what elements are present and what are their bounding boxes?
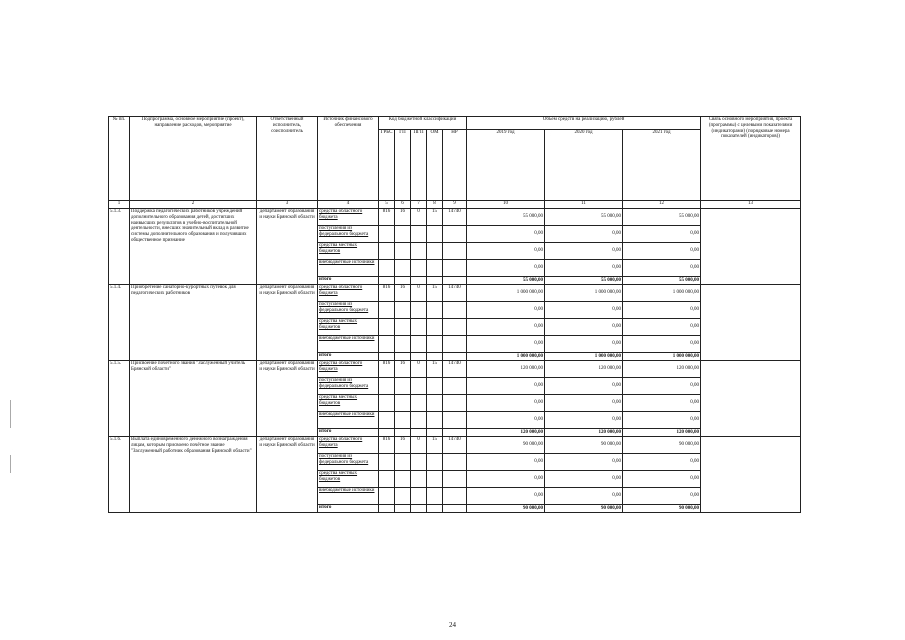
budget-code-cell: 816 <box>379 285 395 302</box>
funding-source: поступления из федерального бюджета <box>318 226 379 243</box>
budget-code-cell <box>427 454 443 471</box>
amount-cell: 55 000,00 <box>623 209 701 226</box>
budget-code-cell: 0 <box>411 209 427 226</box>
budget-code-cell <box>379 243 395 260</box>
total-label: итого <box>318 429 379 437</box>
funding-source: внебюджетные источники <box>318 260 379 277</box>
measure-name: Приобретение санаторно-курортных путевок для педагогических работников <box>130 285 257 361</box>
row-number: 5.1.3. <box>109 209 130 285</box>
budget-code-cell: 0 <box>411 361 427 378</box>
col-number: 11 <box>545 201 623 209</box>
budget-code-cell <box>411 505 427 513</box>
table-body <box>109 201 801 513</box>
col-number: 13 <box>701 201 801 209</box>
budget-code-cell <box>395 378 411 395</box>
header-budget-code: Код бюджетной классификации <box>379 117 467 130</box>
budget-code-cell <box>427 412 443 429</box>
total-amount: 120 000,00 <box>545 429 623 437</box>
amount-cell: 0,00 <box>623 226 701 243</box>
budget-code-cell <box>443 260 467 277</box>
amount-cell: 0,00 <box>467 378 545 395</box>
measure-name: Присвоение почётного звания "Заслуженный учитель Брянской области" <box>130 361 257 437</box>
budget-code-cell <box>379 319 395 336</box>
header-code-nr: НР <box>443 130 467 201</box>
total-amount: 1 000 000,00 <box>623 353 701 361</box>
amount-cell: 0,00 <box>545 378 623 395</box>
budget-code-cell: 14740 <box>443 361 467 378</box>
budget-code-cell <box>379 471 395 488</box>
budget-code-cell <box>427 488 443 505</box>
total-amount: 120 000,00 <box>467 429 545 437</box>
budget-code-cell <box>379 336 395 353</box>
amount-cell: 0,00 <box>623 243 701 260</box>
indicator-link-cell <box>701 361 801 437</box>
total-label: итого <box>318 353 379 361</box>
funding-source: средства областного бюджета <box>318 285 379 302</box>
budget-code-cell <box>411 336 427 353</box>
budget-code-cell <box>395 471 411 488</box>
budget-code-cell: 14740 <box>443 209 467 226</box>
amount-cell: 0,00 <box>623 471 701 488</box>
col-number: 7 <box>411 201 427 209</box>
amount-cell: 0,00 <box>623 336 701 353</box>
table-header <box>109 117 801 201</box>
total-amount: 120 000,00 <box>623 429 701 437</box>
budget-code-cell <box>379 395 395 412</box>
header-subprogram: Подпрограмма, основное мероприятие (проект), направление расходов, мероприятие <box>130 117 257 201</box>
amount-cell: 0,00 <box>545 395 623 412</box>
header-year-2021: 2021 год <box>623 130 701 201</box>
budget-code-cell <box>395 226 411 243</box>
budget-code-cell <box>427 336 443 353</box>
amount-cell: 0,00 <box>623 454 701 471</box>
budget-code-cell <box>379 429 395 437</box>
responsible-executor: департамент образования и науки Брянской области <box>257 285 318 361</box>
funding-source: внебюджетные источники <box>318 488 379 505</box>
amount-cell: 0,00 <box>545 336 623 353</box>
responsible-executor: департамент образования и науки Брянской области <box>257 437 318 513</box>
total-amount: 90 000,00 <box>623 505 701 513</box>
budget-code-cell <box>395 353 411 361</box>
funding-source: поступления из федерального бюджета <box>318 302 379 319</box>
amount-cell: 90 000,00 <box>545 437 623 454</box>
budget-code-cell: 816 <box>379 437 395 454</box>
header-executor: Ответственный исполнитель, соисполнитель <box>257 117 318 201</box>
total-amount: 90 000,00 <box>545 505 623 513</box>
header-link: Связь основного мероприятия, проекта (программы) с целевыми показателями (индикаторами) (порядковые номера показателей (индикаторов)) <box>701 117 801 201</box>
responsible-executor: департамент образования и науки Брянской области <box>257 361 318 437</box>
amount-cell: 0,00 <box>467 395 545 412</box>
table-row <box>109 361 801 378</box>
budget-code-cell <box>411 260 427 277</box>
amount-cell: 0,00 <box>467 243 545 260</box>
budget-code-cell <box>379 277 395 285</box>
budget-code-cell <box>427 353 443 361</box>
amount-cell: 0,00 <box>545 319 623 336</box>
budget-code-cell <box>379 353 395 361</box>
total-amount: 55 000,00 <box>545 277 623 285</box>
budget-code-cell <box>443 336 467 353</box>
total-label: итого <box>318 277 379 285</box>
budget-code-cell <box>411 488 427 505</box>
budget-code-cell: 16 <box>395 437 411 454</box>
budget-code-cell <box>395 243 411 260</box>
budget-code-cell <box>395 336 411 353</box>
budget-code-cell <box>427 260 443 277</box>
col-number: 5 <box>379 201 395 209</box>
amount-cell: 0,00 <box>545 260 623 277</box>
amount-cell: 0,00 <box>467 454 545 471</box>
amount-cell: 1 000 000,00 <box>623 285 701 302</box>
responsible-executor: департамент образования и науки Брянской области <box>257 209 318 285</box>
budget-code-cell: 16 <box>395 285 411 302</box>
total-amount: 1 000 000,00 <box>545 353 623 361</box>
row-number: 5.1.5. <box>109 361 130 437</box>
row-number: 5.1.6. <box>109 437 130 513</box>
funding-source: средства областного бюджета <box>318 437 379 454</box>
amount-cell: 0,00 <box>467 260 545 277</box>
budget-code-cell <box>411 319 427 336</box>
indicator-link-cell <box>701 437 801 513</box>
amount-cell: 0,00 <box>467 319 545 336</box>
budget-code-cell <box>379 488 395 505</box>
header-volume: Объем средств на реализацию, рублей <box>467 117 701 130</box>
budget-code-cell <box>411 302 427 319</box>
col-number: 9 <box>443 201 467 209</box>
funding-source: средства местных бюджетов <box>318 243 379 260</box>
amount-cell: 120 000,00 <box>545 361 623 378</box>
measure-name: Поддержка педагогических работников учреждений дополнительного образования детей, достигших наивысших результатов в учебно-воспитательной деятельности, внесших значительный вклад в развитие системы дополнительного образования и получивших общественное признание <box>130 209 257 285</box>
margin-mark <box>10 455 11 473</box>
header-code-grbs: ГРБС <box>379 130 395 201</box>
amount-cell: 0,00 <box>467 471 545 488</box>
budget-code-cell <box>379 454 395 471</box>
header-year-2020: 2020 год <box>545 130 623 201</box>
amount-cell: 0,00 <box>545 302 623 319</box>
amount-cell: 0,00 <box>623 488 701 505</box>
amount-cell: 0,00 <box>623 412 701 429</box>
budget-code-cell <box>443 226 467 243</box>
header-code-om: ОМ <box>427 130 443 201</box>
budget-code-cell <box>379 505 395 513</box>
budget-code-cell <box>379 378 395 395</box>
budget-code-cell <box>443 488 467 505</box>
amount-cell: 0,00 <box>545 243 623 260</box>
budget-code-cell <box>411 353 427 361</box>
budget-code-cell: 16 <box>395 361 411 378</box>
amount-cell: 0,00 <box>467 226 545 243</box>
budget-code-cell <box>443 319 467 336</box>
budget-code-cell <box>443 471 467 488</box>
measure-name: Выплата единовременного денежного вознаграждения лицам, которым присвоено почётное звание "Заслуженный работник образования Брянской области" <box>130 437 257 513</box>
budget-code-cell <box>443 378 467 395</box>
amount-cell: 0,00 <box>623 378 701 395</box>
amount-cell: 1 000 000,00 <box>545 285 623 302</box>
amount-cell: 90 000,00 <box>623 437 701 454</box>
budget-code-cell <box>427 277 443 285</box>
amount-cell: 55 000,00 <box>545 209 623 226</box>
budget-code-cell <box>395 412 411 429</box>
budget-code-cell <box>379 412 395 429</box>
header-code-gp: ГП <box>395 130 411 201</box>
amount-cell: 0,00 <box>623 319 701 336</box>
budget-code-cell <box>379 226 395 243</box>
budget-code-cell <box>411 454 427 471</box>
total-amount: 55 000,00 <box>623 277 701 285</box>
amount-cell: 0,00 <box>623 302 701 319</box>
amount-cell: 0,00 <box>467 302 545 319</box>
budget-code-cell <box>379 302 395 319</box>
budget-code-cell <box>427 302 443 319</box>
budget-code-cell: 14740 <box>443 437 467 454</box>
col-number: 4 <box>318 201 379 209</box>
funding-source: средства местных бюджетов <box>318 471 379 488</box>
funding-source: поступления из федерального бюджета <box>318 378 379 395</box>
budget-code-cell <box>443 429 467 437</box>
funding-source: средства областного бюджета <box>318 361 379 378</box>
budget-table <box>108 116 801 513</box>
amount-cell: 120 000,00 <box>467 361 545 378</box>
col-number: 2 <box>130 201 257 209</box>
amount-cell: 90 000,00 <box>467 437 545 454</box>
table-row <box>109 209 801 226</box>
total-amount: 1 000 000,00 <box>467 353 545 361</box>
budget-code-cell <box>395 395 411 412</box>
budget-code-cell: 0 <box>411 437 427 454</box>
budget-code-cell: 15 <box>427 361 443 378</box>
budget-code-cell <box>395 488 411 505</box>
budget-code-cell <box>411 412 427 429</box>
funding-source: средства местных бюджетов <box>318 395 379 412</box>
budget-code-cell <box>395 454 411 471</box>
table-row <box>109 437 801 454</box>
budget-code-cell: 16 <box>395 209 411 226</box>
budget-code-cell <box>427 243 443 260</box>
budget-code-cell <box>411 395 427 412</box>
budget-code-cell <box>443 395 467 412</box>
budget-code-cell <box>427 226 443 243</box>
budget-code-cell: 816 <box>379 209 395 226</box>
amount-cell: 0,00 <box>467 336 545 353</box>
budget-code-cell <box>443 243 467 260</box>
header-code-pgp: ПГП <box>411 130 427 201</box>
table-row <box>109 285 801 302</box>
budget-code-cell <box>427 429 443 437</box>
amount-cell: 0,00 <box>545 412 623 429</box>
budget-code-cell <box>411 226 427 243</box>
funding-source: внебюджетные источники <box>318 336 379 353</box>
budget-code-cell <box>395 277 411 285</box>
budget-code-cell <box>427 378 443 395</box>
amount-cell: 0,00 <box>545 471 623 488</box>
budget-code-cell <box>427 319 443 336</box>
page-number: 24 <box>449 621 456 629</box>
budget-code-cell <box>379 260 395 277</box>
header-num: № пп. <box>109 117 130 201</box>
budget-code-cell: 15 <box>427 437 443 454</box>
funding-source: средства местных бюджетов <box>318 319 379 336</box>
funding-source: поступления из федерального бюджета <box>318 454 379 471</box>
budget-code-cell <box>427 505 443 513</box>
margin-mark <box>10 400 11 428</box>
indicator-link-cell <box>701 209 801 285</box>
budget-code-cell <box>427 395 443 412</box>
col-number: 1 <box>109 201 130 209</box>
budget-code-cell <box>395 319 411 336</box>
amount-cell: 0,00 <box>545 226 623 243</box>
amount-cell: 0,00 <box>467 412 545 429</box>
header-source: Источник финансового обеспечения <box>318 117 379 201</box>
amount-cell: 0,00 <box>467 488 545 505</box>
amount-cell: 0,00 <box>623 395 701 412</box>
budget-code-cell <box>443 277 467 285</box>
col-number: 10 <box>467 201 545 209</box>
budget-code-cell <box>443 353 467 361</box>
amount-cell: 0,00 <box>545 454 623 471</box>
budget-code-cell: 0 <box>411 285 427 302</box>
budget-code-cell <box>411 243 427 260</box>
amount-cell: 0,00 <box>623 260 701 277</box>
budget-code-cell: 15 <box>427 285 443 302</box>
budget-code-cell: 816 <box>379 361 395 378</box>
col-number: 3 <box>257 201 318 209</box>
column-numbers-row <box>109 201 801 209</box>
budget-code-cell: 14740 <box>443 285 467 302</box>
total-amount: 90 000,00 <box>467 505 545 513</box>
amount-cell: 0,00 <box>545 488 623 505</box>
budget-code-cell <box>395 260 411 277</box>
col-number: 8 <box>427 201 443 209</box>
indicator-link-cell <box>701 285 801 361</box>
funding-source: средства областного бюджета <box>318 209 379 226</box>
budget-code-cell <box>443 505 467 513</box>
budget-code-cell <box>443 454 467 471</box>
header-year-2019: 2019 год <box>467 130 545 201</box>
total-label: итого <box>318 505 379 513</box>
amount-cell: 120 000,00 <box>623 361 701 378</box>
budget-code-cell <box>395 302 411 319</box>
budget-code-cell <box>411 277 427 285</box>
budget-code-cell <box>411 378 427 395</box>
col-number: 12 <box>623 201 701 209</box>
amount-cell: 55 000,00 <box>467 209 545 226</box>
budget-code-cell <box>411 429 427 437</box>
col-number: 6 <box>395 201 411 209</box>
budget-code-cell <box>443 302 467 319</box>
budget-code-cell: 15 <box>427 209 443 226</box>
budget-code-cell <box>411 471 427 488</box>
budget-code-cell <box>395 429 411 437</box>
funding-source: внебюджетные источники <box>318 412 379 429</box>
total-amount: 55 000,00 <box>467 277 545 285</box>
budget-code-cell <box>443 412 467 429</box>
budget-code-cell <box>427 471 443 488</box>
budget-code-cell <box>395 505 411 513</box>
row-number: 5.1.4. <box>109 285 130 361</box>
amount-cell: 1 000 000,00 <box>467 285 545 302</box>
